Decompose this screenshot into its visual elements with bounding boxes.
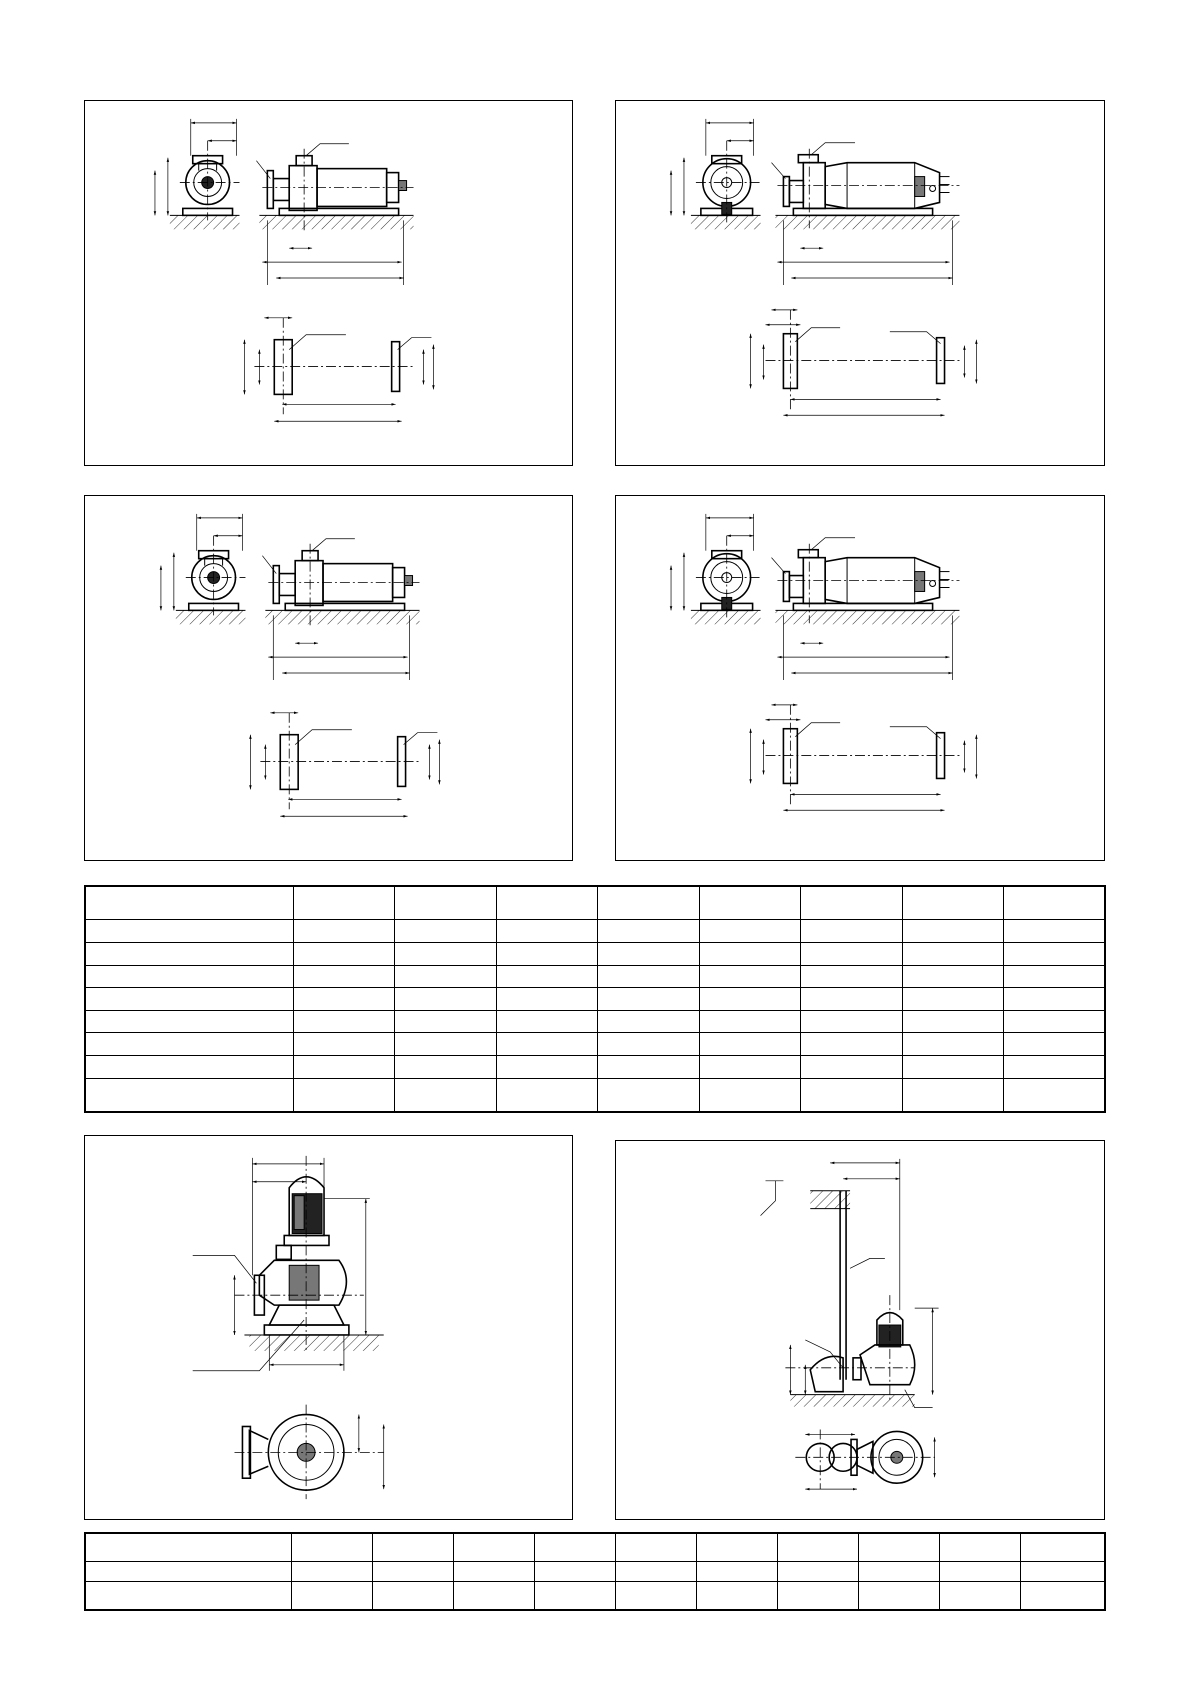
table-1-cell xyxy=(1003,920,1105,943)
table-2-row xyxy=(85,1533,1105,1562)
table-2-cell xyxy=(453,1562,534,1581)
table-2-cell xyxy=(372,1581,453,1610)
table-1-cell xyxy=(699,1055,800,1078)
table-2-cell xyxy=(615,1581,696,1610)
table-1-cell xyxy=(597,920,699,943)
table-1-cell xyxy=(394,1055,496,1078)
table-2-cell xyxy=(696,1581,777,1610)
table-1-cell xyxy=(902,1078,1003,1112)
table-1-cell xyxy=(85,1010,293,1033)
table-1-cell xyxy=(699,1033,800,1056)
table-1-cell xyxy=(800,942,902,965)
table-1-cell xyxy=(293,965,394,988)
table-1-row xyxy=(85,965,1105,988)
table-1-cell xyxy=(85,965,293,988)
table-1-cell xyxy=(1003,1033,1105,1056)
table-1-cell xyxy=(597,1055,699,1078)
table-1-cell xyxy=(394,1010,496,1033)
table-1-cell xyxy=(902,920,1003,943)
table-1-row xyxy=(85,1033,1105,1056)
table-1-cell xyxy=(699,942,800,965)
table-1-row xyxy=(85,1078,1105,1112)
table-1-cell xyxy=(902,1055,1003,1078)
table-1-cell xyxy=(597,886,699,920)
table-1-row xyxy=(85,1010,1105,1033)
table-1-cell xyxy=(1003,988,1105,1011)
table-1-cell xyxy=(394,965,496,988)
table-1-cell xyxy=(293,1010,394,1033)
table-1-cell xyxy=(699,1010,800,1033)
table-1-cell xyxy=(902,886,1003,920)
table-2-cell xyxy=(85,1581,291,1610)
table-1-cell xyxy=(699,1078,800,1112)
table-1-cell xyxy=(496,965,597,988)
table-1-cell xyxy=(293,886,394,920)
table-1-cell xyxy=(699,988,800,1011)
table-1-cell xyxy=(496,886,597,920)
table-1-cell xyxy=(1003,942,1105,965)
pump-small-b-drawing xyxy=(85,496,572,860)
table-1-cell xyxy=(597,1078,699,1112)
table-1-cell xyxy=(85,942,293,965)
table-1-cell xyxy=(902,965,1003,988)
table-1-cell xyxy=(394,920,496,943)
pump-submersible-guide-rail-drawing xyxy=(616,1141,1104,1519)
table-1-cell xyxy=(394,942,496,965)
table-1-row xyxy=(85,1055,1105,1078)
pump-large-b-drawing xyxy=(616,496,1104,860)
table-1-cell xyxy=(85,1078,293,1112)
table-1-cell xyxy=(1003,1055,1105,1078)
table-1-cell xyxy=(597,942,699,965)
table-2-cell xyxy=(696,1562,777,1581)
pump-submersible-pedestal-drawing xyxy=(85,1136,572,1519)
table-2-cell xyxy=(858,1533,939,1562)
table-2-cell xyxy=(615,1533,696,1562)
table-1-cell xyxy=(800,1078,902,1112)
table-1-cell xyxy=(800,1033,902,1056)
table-1-cell xyxy=(496,1078,597,1112)
table-2-cell xyxy=(291,1533,372,1562)
table-1-cell xyxy=(496,1055,597,1078)
table-1-cell xyxy=(1003,1078,1105,1112)
table-1-cell xyxy=(800,988,902,1011)
table-1-cell xyxy=(1003,1010,1105,1033)
table-1-cell xyxy=(496,920,597,943)
table-1-cell xyxy=(902,988,1003,1011)
table-2-cell xyxy=(1020,1533,1105,1562)
table-2-cell xyxy=(291,1562,372,1581)
table-2-cell xyxy=(453,1581,534,1610)
table-1-row xyxy=(85,920,1105,943)
table-2-cell xyxy=(85,1562,291,1581)
drawing-pump-horizontal-large-a xyxy=(615,100,1105,466)
drawing-pump-horizontal-large-b xyxy=(615,495,1105,861)
table-1-cell xyxy=(597,965,699,988)
table-2-cell xyxy=(777,1581,858,1610)
table-2-cell xyxy=(453,1533,534,1562)
table-1-cell xyxy=(85,1033,293,1056)
table-1-cell xyxy=(699,920,800,943)
pump-small-a-drawing xyxy=(85,101,572,465)
table-1-cell xyxy=(1003,965,1105,988)
table-1-cell xyxy=(496,988,597,1011)
table-1-cell xyxy=(800,965,902,988)
table-1-cell xyxy=(85,920,293,943)
table-1-cell xyxy=(293,988,394,1011)
table-1-cell xyxy=(800,886,902,920)
table-1-cell xyxy=(293,1078,394,1112)
table-2-cell xyxy=(534,1533,615,1562)
table-2-cell xyxy=(777,1562,858,1581)
table-1-cell xyxy=(902,1010,1003,1033)
table-2-cell xyxy=(939,1581,1020,1610)
table-2-cell xyxy=(534,1562,615,1581)
table-1-row xyxy=(85,942,1105,965)
table-1-cell xyxy=(699,886,800,920)
table-2-row xyxy=(85,1562,1105,1581)
table-2-cell xyxy=(696,1533,777,1562)
table-1-cell xyxy=(902,942,1003,965)
table-1-cell xyxy=(293,920,394,943)
table-1-cell xyxy=(597,1010,699,1033)
drawing-pump-submersible-guide-rail xyxy=(615,1140,1105,1520)
table-1-cell xyxy=(597,1033,699,1056)
dimension-table-2 xyxy=(84,1532,1106,1611)
table-1-cell xyxy=(394,988,496,1011)
table-1-cell xyxy=(85,886,293,920)
table-2-cell xyxy=(1020,1581,1105,1610)
table-1-cell xyxy=(85,1055,293,1078)
table-1-cell xyxy=(293,942,394,965)
dimension-table-1 xyxy=(84,885,1106,1113)
table-1-cell xyxy=(293,1033,394,1056)
table-2-cell xyxy=(291,1581,372,1610)
table-1-cell xyxy=(394,1033,496,1056)
table-1-cell xyxy=(1003,886,1105,920)
table-1-cell xyxy=(597,988,699,1011)
table-1-cell xyxy=(496,1033,597,1056)
table-2-cell xyxy=(372,1562,453,1581)
table-2-cell xyxy=(615,1562,696,1581)
table-1-cell xyxy=(293,1055,394,1078)
table-2-cell xyxy=(372,1533,453,1562)
table-2-cell xyxy=(777,1533,858,1562)
table-2-cell xyxy=(534,1581,615,1610)
table-2-cell xyxy=(939,1533,1020,1562)
drawing-pump-horizontal-small-b xyxy=(84,495,573,861)
table-1-cell xyxy=(496,1010,597,1033)
table-2-cell xyxy=(939,1562,1020,1581)
table-1-cell xyxy=(85,988,293,1011)
table-1-row xyxy=(85,886,1105,920)
pump-large-a-drawing xyxy=(616,101,1104,465)
table-1-cell xyxy=(699,965,800,988)
table-2-cell xyxy=(858,1581,939,1610)
table-2-cell xyxy=(85,1533,291,1562)
table-1-cell xyxy=(496,942,597,965)
table-2-cell xyxy=(1020,1562,1105,1581)
table-2-row xyxy=(85,1581,1105,1610)
table-2-cell xyxy=(858,1562,939,1581)
table-1-cell xyxy=(800,1010,902,1033)
drawing-pump-horizontal-small-a xyxy=(84,100,573,466)
table-1-cell xyxy=(800,1055,902,1078)
table-1-cell xyxy=(902,1033,1003,1056)
table-1-cell xyxy=(800,920,902,943)
drawing-pump-submersible-pedestal xyxy=(84,1135,573,1520)
table-1-cell xyxy=(394,1078,496,1112)
table-1-cell xyxy=(394,886,496,920)
table-1-row xyxy=(85,988,1105,1011)
